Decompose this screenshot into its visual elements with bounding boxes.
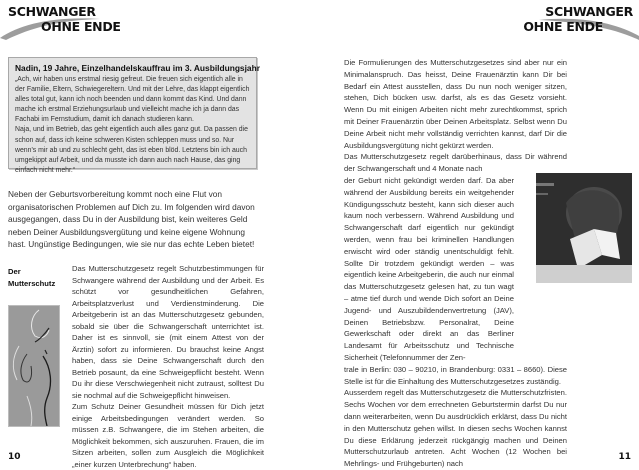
pregnant-silhouette-image <box>8 305 60 427</box>
body-paragraph: Zum Schutz Deiner Gesundheit müssen für Dich jetzt einige Arbeitsbedingungen verändert werden. So müssen z.B. Schwangere, die im Stehen arbeiten, die Möglichkeit bekommen, sich auszuruhen. Frauen, die im Sitzen arbeiten, sollen zum Ausgleich die Möglichkeit „einer kurzen Unterbrechung“ haben. <box>72 402 264 469</box>
page-number: 11 <box>618 452 631 462</box>
right-page <box>320 0 639 467</box>
body-paragraph: trale in Berlin: 030 – 90210, in Brandenburg: 0331 – 8660). Diese Stelle ist für die Einhaltung des Mutterschutzgesetzes zuständig. <box>344 364 567 386</box>
logo-header <box>509 0 639 40</box>
woman-reading-photo <box>536 173 632 283</box>
logo-line2: OHNE ENDE <box>41 19 121 34</box>
logo-line2: OHNE ENDE <box>523 19 603 34</box>
logo-line1: SCHWANGER <box>545 4 633 19</box>
intro-paragraph <box>8 188 263 251</box>
section-heading-line2: Mutterschutz <box>8 279 56 289</box>
section-heading-line1: Der <box>8 267 21 276</box>
body-paragraph: Die Formulierungen des Mutterschutzgesetzes sind aber nur ein Minimalanspruch. Das heisst, Deine Frauenärztin kann Dir bei Bedarf ein Attest ausstellen, dass Du nun noch weniger sitzen, stehen, Dich bücken usw. darfst, als es das Gesetz vorsieht. Wenn Du mit einigen Arbeiten nicht mehr zurechtkommst, sprich mit Deiner Frauenärztin über Deinen Arbeitsplatz. Selbst wenn Du Deine Arbeit nicht mehr vollständig verrichten kannst, darf Dir die Ausbildungsvergütung nicht gekürzt werden. <box>344 58 567 150</box>
body-paragraph-wrapped: der Geburt nicht gekündigt werden darf. Da aber während der Ausbildung bereits ein weitgehender Kündigungsschutz besteht, kann sich dieser auch kaum noch verbessern. Während Ausbildung und Schwangerschaft darf eigentlich nur gekündigt werden, wenn frau bei kriminellen Handlungen erwischt wird oder ständig unentschuldigt fehlt. Sollte Dir trotzdem gekündigt werden – was eigentlich keine Arbeitgeberin, die auch nur einmal das Mutterschutzgesetz gelesen hat, zu tun wagt – atme tief durch und wende Dich sofort an Deine Jugend- und Auszubildendenvertretung (JAV), Deinen Betriebsbzw. Personalrat, Deine Gewerkschaft oder direkt an das Berliner Landesamt für Arbeitsschutz und Technische Sicherheit (Telefonnummer der Zen- <box>344 175 514 362</box>
body-paragraph: Ausserdem regelt das Mutterschutzgesetz die Mutterschutzfristen. Sechs Wochen vor dem errechneten Geburtstermin darfst Du nur dann weiterarbeiten, wenn Du ausdrücklich erklärst, dass Du nicht in den Mutterschutz gehen willst. In diesen sechs Wochen kannst Du diese Erklärung jederzeit rückgängig machen und Deinen Mutterschutzurlaub antreten. Acht Wochen (12 Wochen bei Mehrlings- und Frühgeburten) nach <box>344 388 567 469</box>
body-text-left <box>72 263 264 470</box>
testimonial-box <box>8 57 260 174</box>
intro-text: Neben der Geburtsvorbereitung kommt noch eine Flut von organisatorischen Problemen auf Dich zu. Im folgenden wird davon ausgegangen, dass Du in der Ausbildung bist, kein weiteres Geld neben Deiner Ausbildungsvergütung und keine eigene Wohnung hast. Ungünstige Bedingungen, wie sie nur das echte Leben bietet! <box>8 189 255 249</box>
left-page <box>0 0 320 467</box>
logo-header <box>0 0 130 40</box>
testimonial-title: Nadin, 19 Jahre, Einzelhandelskauffrau im 3. Ausbildungsjahr <box>15 63 260 73</box>
section-heading <box>8 266 55 290</box>
logo-line1: SCHWANGER <box>8 4 96 19</box>
body-paragraph: Das Mutterschutzgesetz regelt Schutzbestimmungen für Schwangere während der Ausbildung und der Arbeit. Es schützt vor gesundheitlichen Gefahren, Arbeitsplatzverlust und Verdienstminderung. Die Arbeitgeberin ist an das Mutterschutzgesetz gebunden, sobald sie über die Schwangerschaft unterrichtet ist. Daher ist es sinnvoll, sie (mit einem Attest von der Ärztin) sofort zu informieren. Du brauchst keine Angst haben, dass sie Deine Schwangerschaft durch den Betrieb posaunt, da eine Schweigepflicht besteht. Wenn Du ihr diese Verschwiegenheit nicht zutraust, solltest Du sie nochmal auf die Schweigepflicht hinweisen. <box>72 264 264 400</box>
body-text-right <box>344 57 567 470</box>
body-paragraph: Das Mutterschutzgesetz regelt darüberhinaus, dass Dir während der Schwangerschaft und 4 Monate nach <box>344 152 567 174</box>
testimonial-paragraph: Naja, und im Betrieb, das geht eigentlich auch alles ganz gut. Da passen die schon auf, dass ich keine schweren Kisten schleppen muss und so. Nur wenn's mir ab und zu schlecht geht, das ist eben blöd. Letztens bin ich auch umgekippt auf Arbeit, und da musste ich dann auch nach Hause, das ging einfach nicht mehr.“ <box>15 126 248 174</box>
page-number: 10 <box>8 452 21 462</box>
testimonial-paragraph: „Ach, wir haben uns erstmal riesig gefreut. Die freuen sich eigentlich alle in der Familie, Eltern, Schwiegereltern. Und mit der Lehre, das klappt eigentlich alles total gut, kann ich noch beenden und dann kommt das Kind. Und dann mache ich erstmal Erziehungsurlaub und vielleicht mache ich ja dann das Fachabi im Fernstudium, damit ich danach studieren kann. <box>15 76 250 124</box>
